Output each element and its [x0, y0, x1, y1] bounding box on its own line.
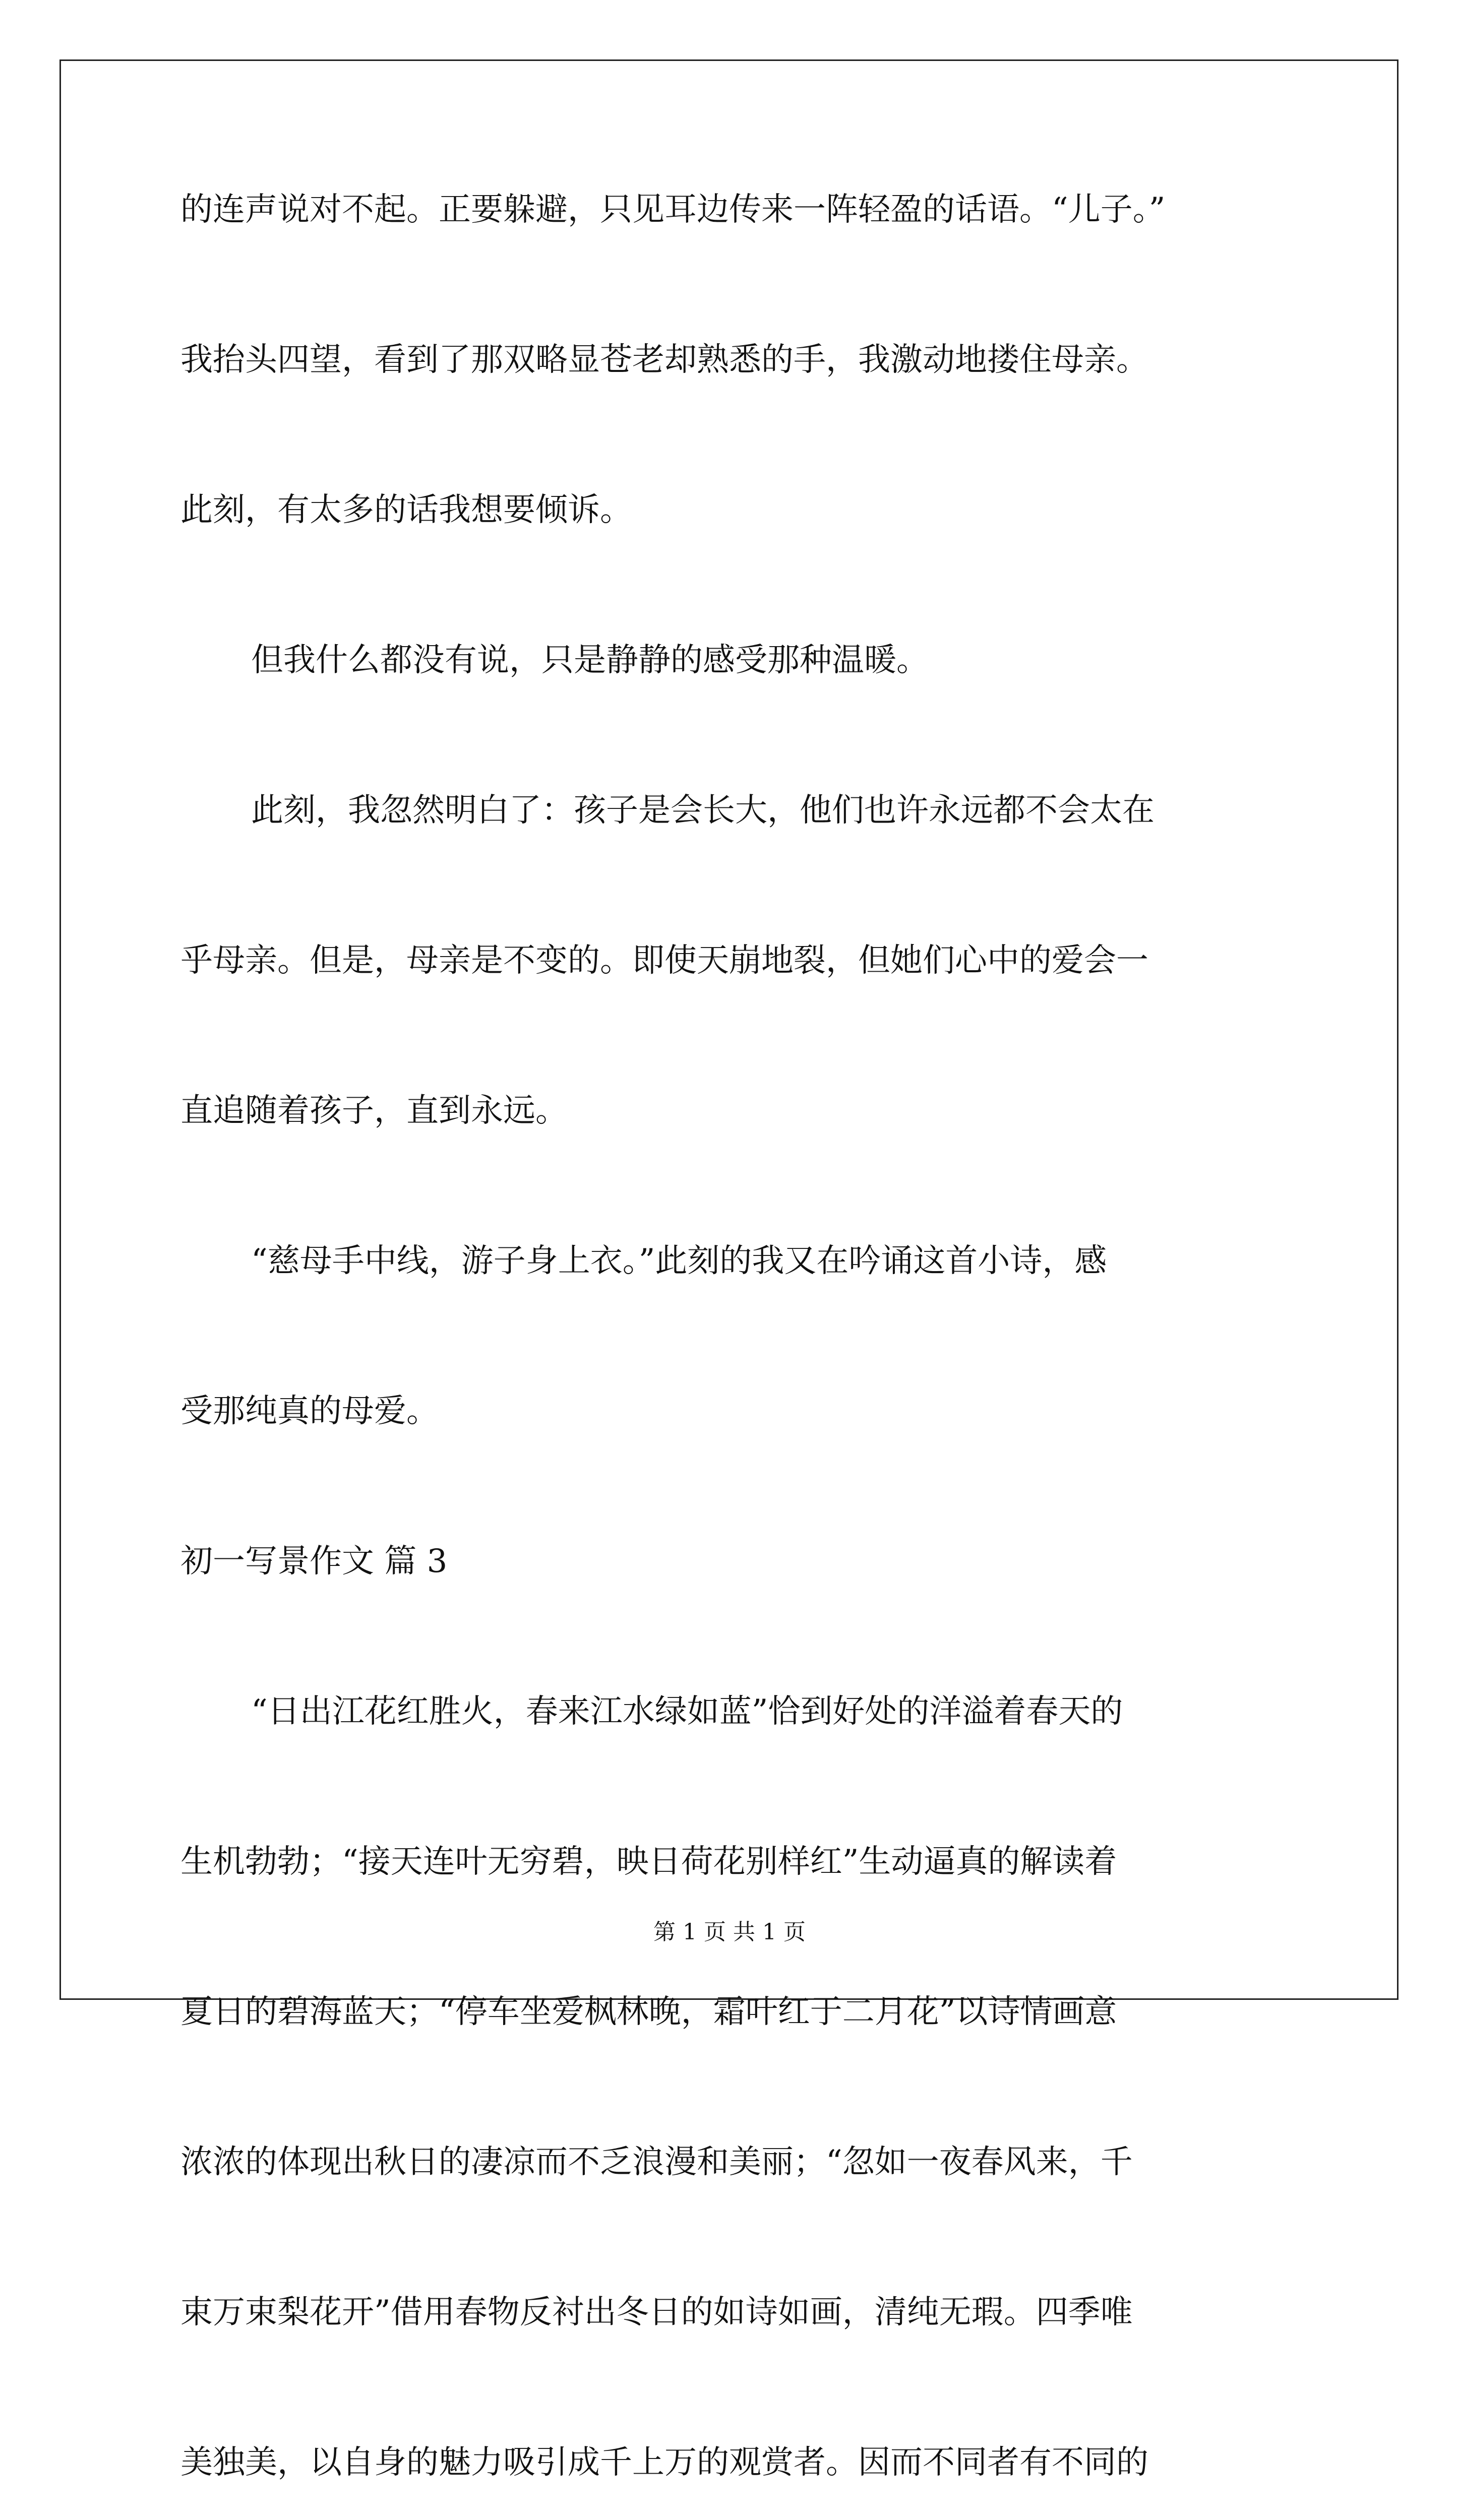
page-footer: 第 1 页 共 1 页 [653, 1919, 806, 1945]
text-line-3: 此刻，有太多的话我想要倾诉。 [180, 491, 632, 529]
text-line-4: 但我什么都没有说，只是静静的感受那种温暖。 [251, 642, 929, 679]
text-line-16: 美独美，以自身的魅力吸引成千上万的观赏者。因而不同者有不同的 [180, 2444, 1148, 2481]
text-line-5: 此刻，我忽然明白了：孩子是会长大，他们也许永远都不会太在 [251, 792, 1154, 829]
text-line-2: 我抬头四望，看到了那双略显苍老却熟悉的手，我激动地搂住母亲。 [180, 341, 1148, 379]
text-line-7: 直追随着孩子，直到永远。 [180, 1092, 568, 1129]
text-line-12: 生机勃勃；“接天连叶无穷碧，映日荷花别样红”生动逼真的解读着 [180, 1843, 1117, 1880]
text-line-1: 的连声说对不起。正要躲避，只见耳边传来一阵轻盈的话语。“儿子。” [180, 191, 1166, 228]
text-line-11: “日出江花红胜火，春来江水绿如蓝”恰到好处的洋溢着春天的 [251, 1693, 1123, 1730]
document-body [180, 192, 1290, 2520]
text-line-8: “慈母手中线，游子身上衣。”此刻的我又在吟诵这首小诗，感 [251, 1242, 1107, 1280]
text-line-6: 乎母亲。但是，母亲是不变的。即使天崩地裂，但她们心中的爱会一 [180, 942, 1148, 979]
text-line-14: 浓浓的体现出秋日的凄凉而不乏浪漫和美丽；“忽如一夜春风来，千 [180, 2144, 1133, 2181]
section-heading: 初一写景作文 篇 3 [180, 1543, 448, 1580]
text-line-13: 夏日的碧海蓝天；“停车坐爱枫林晚，霜叶红于二月花”以诗情画意 [180, 1993, 1117, 2031]
text-line-15: 束万束梨花开”借用春物反衬出冬日的如诗如画，清纯无瑕。四季唯 [180, 2294, 1133, 2331]
text-line-9: 受那纯真的母爱。 [180, 1393, 439, 1430]
